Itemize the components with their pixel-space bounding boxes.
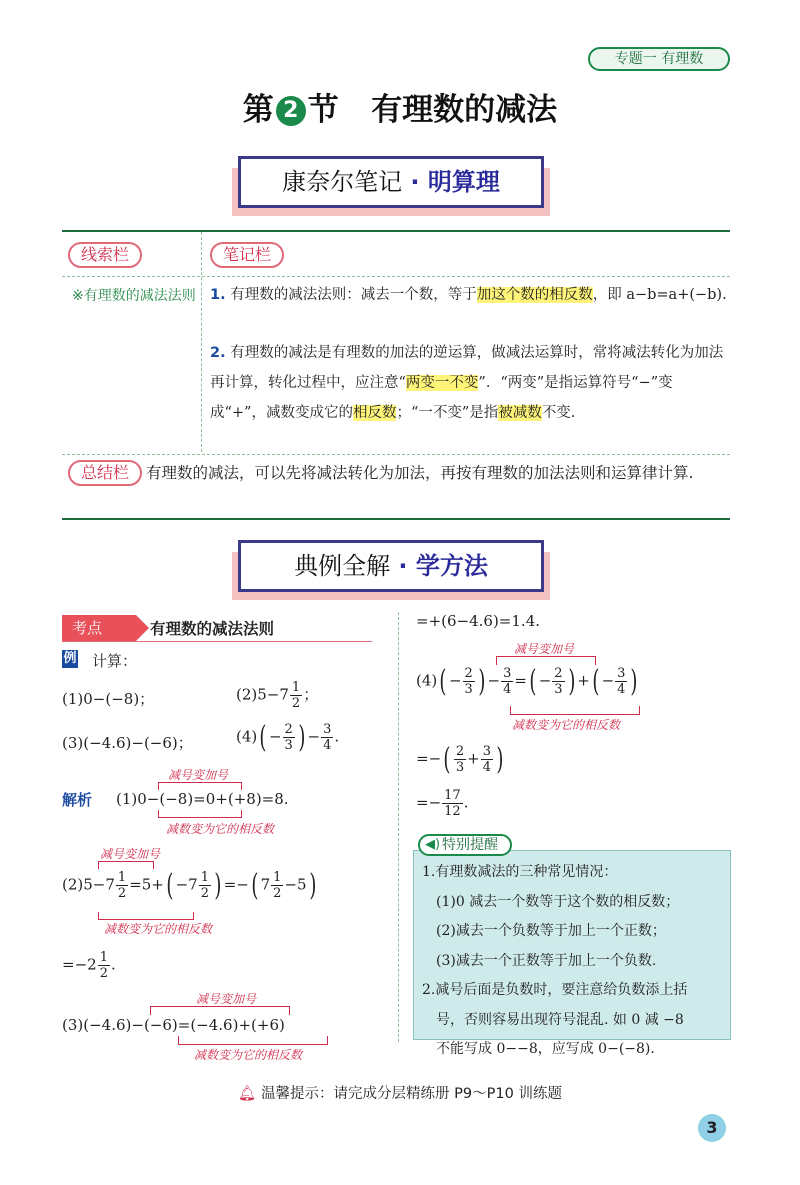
tip-line: (2)减去一个负数等于加上一个正数； — [436, 923, 666, 939]
tip-line: 1.有理数减法的三种常见情况： — [422, 864, 618, 880]
arrow-bracket-top-2 — [98, 861, 154, 869]
banner-label: 典例全解 — [294, 552, 391, 580]
speaker-icon: ◀) — [425, 837, 441, 852]
arrow-bracket-top-1 — [158, 782, 242, 790]
banner-label: 康奈尔笔记 — [282, 168, 403, 196]
solution-4: (4)( − $\frac{2}{3}$ ) − $\frac{3}{4}$ =( − $\frac{2}{3}$ ) +( − $\frac{3}{4}$ ) — [416, 663, 638, 699]
solution-2: (2)5−7 $\frac{1}{2}$ =5+( −7 $\frac{1}{2}$ ) =−( 7 $\frac{1}{2}$ −5) — [62, 867, 316, 903]
clue-column-label: 线索栏 — [68, 242, 142, 268]
solution-1: (1)0−(−8)=0+(+8)=8. — [116, 790, 289, 808]
tip-line: 号，否则容易出现符号混乱. 如 0 减 −8 — [436, 1011, 684, 1028]
kaodian-title: 有理数的减法法则 — [150, 620, 275, 638]
tip-line: 2.减号后面是负数时，要注意给负数添上括 — [422, 982, 688, 998]
annotation-top-2: 减号变加号 — [100, 847, 161, 861]
annotation-bottom-2: 减数变为它的相反数 — [104, 922, 213, 936]
notes-bottom-rule — [62, 518, 730, 520]
summary-divider — [62, 454, 730, 455]
title-prefix: 第 — [242, 92, 274, 128]
notes-top-rule — [62, 230, 730, 232]
special-reminder-text — [422, 858, 726, 1065]
banner-highlight: 明算理 — [427, 168, 500, 196]
arrow-bracket-bottom-2 — [98, 912, 194, 920]
example-badge: 例 — [63, 651, 77, 666]
banner-highlight: 学方法 — [415, 552, 488, 580]
section-title — [0, 84, 800, 129]
solution-4-result: =− $\frac{17}{12}$ . — [416, 788, 469, 819]
annotation-bottom-3: 减数变为它的相反数 — [194, 1048, 303, 1062]
annotation-top-1: 减号变加号 — [168, 768, 229, 782]
annotation-bottom-4: 减数变为它的相反数 — [512, 718, 621, 732]
question-4: (4)( − $\frac{2}{3}$ ) − $\frac{3}{4}$ . — [236, 719, 340, 755]
notes-column-divider — [201, 232, 202, 452]
example-column-divider — [398, 612, 399, 1042]
footer-tip: 🔔︎ 温馨提示：请完成分层精练册 P9～P10 训练题 — [238, 1086, 562, 1102]
topic-tag: 专题一 有理数 — [588, 47, 730, 71]
solution-label: 解析 — [62, 791, 93, 809]
cornell-notes-banner: 康奈尔笔记 · 明算理 — [238, 156, 544, 208]
solution-3-cont: =+(6−4.6)=1.4. — [416, 612, 540, 630]
solution-3: (3)(−4.6)−(−6)=(−4.6)+(+6) — [62, 1016, 285, 1034]
examples-banner: 典例全解 · 学方法 — [238, 540, 544, 592]
example-prompt: 计算： — [92, 652, 138, 670]
arrow-bracket-bottom-4 — [510, 706, 640, 715]
note-item-2: 2. 有理数的减法是有理数的加法的逆运算，做减法运算时，常将减法转化为加法再计算，转化过程中，应注意“两变一不变”．“两变”是指运算符号“−”变成“+”，减数变成它的相反数；“一不变”是指被减数不变. — [210, 345, 724, 421]
annotation-top-4: 减号变加号 — [514, 642, 575, 656]
title-suffix: 节 — [307, 92, 339, 128]
page-number: 3 — [698, 1114, 726, 1142]
tip-line: (3)减去一个正数等于加上一个负数. — [436, 952, 657, 969]
question-2: (2)5−7 $\frac{1}{2}$ ； — [236, 680, 319, 711]
solution-2-result: =−2 $\frac{1}{2}$ . — [62, 950, 116, 981]
question-1: (1)0−(−8)； — [62, 690, 155, 708]
annotation-top-3: 减号变加号 — [196, 992, 257, 1006]
arrow-bracket-top-3 — [150, 1006, 290, 1015]
kaodian-rule — [62, 641, 372, 642]
tip-line: 不能写成 0−−8，应写成 0−(−8). — [436, 1041, 655, 1057]
tip-line: (1)0 减去一个数等于这个数的相反数； — [436, 893, 680, 910]
arrow-bracket-bottom-3 — [178, 1036, 328, 1045]
section-number: 2 — [276, 96, 306, 126]
special-reminder-label: ◀) 特别提醒 — [418, 834, 512, 856]
title-name: 有理数的减法 — [371, 92, 558, 128]
bell-icon: 🔔︎ — [238, 1086, 257, 1102]
clue-text: ※有理数的减法法则 — [72, 288, 196, 304]
solution-4-step: =−( $\frac{2}{3}$ + $\frac{3}{4}$ ) — [416, 741, 504, 777]
note-item-1: 1. 有理数的减法法则：减去一个数，等于加这个数的相反数，即 a−b=a+(−b). — [210, 287, 727, 303]
arrow-bracket-bottom-1 — [158, 810, 242, 818]
summary-text: 有理数的减法，可以先将减法转化为加法，再按有理数的加法法则和运算律计算. — [146, 464, 694, 482]
note-column-label: 笔记栏 — [210, 242, 284, 268]
kaodian-tag: 考点 — [62, 615, 136, 641]
annotation-bottom-1: 减数变为它的相反数 — [166, 822, 275, 836]
question-3: (3)(−4.6)−(−6)； — [62, 734, 193, 752]
summary-label: 总结栏 — [68, 460, 142, 486]
arrow-bracket-top-4 — [496, 656, 596, 665]
notes-header-divider — [62, 276, 730, 277]
